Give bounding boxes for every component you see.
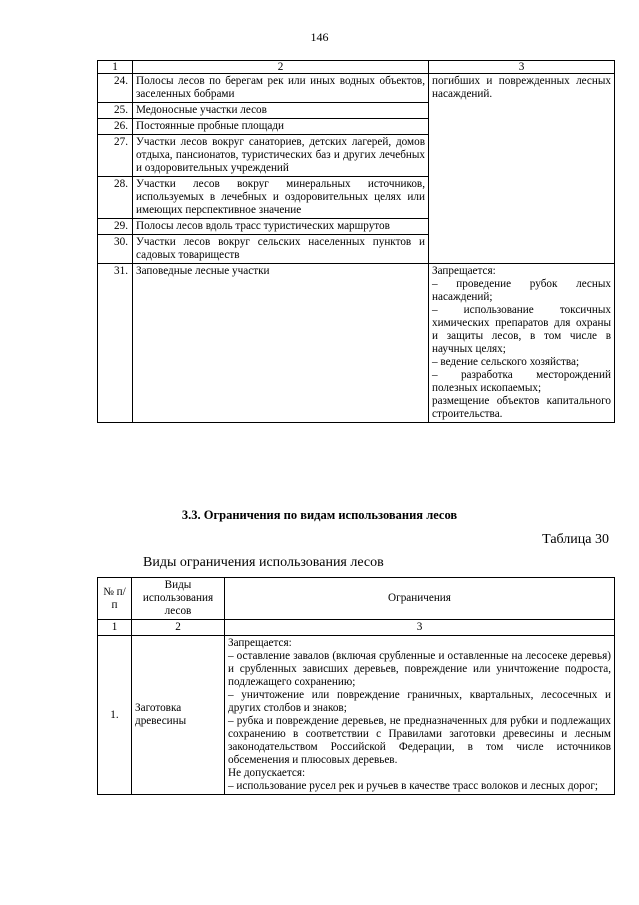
row-number: 27.	[98, 135, 133, 177]
restriction-item: – рубка и повреждение деревьев, не предназначенных для рубки и подлежащих сохранению в соответствии с Правилами заготовки древесины и лесным законодательством Российской Федерации, в том числе источников обсеменения и плюсовых деревьев.	[228, 715, 611, 766]
restrictions-title: Запрещается:	[432, 265, 496, 277]
table-caption: Виды ограничения использования лесов	[143, 555, 384, 570]
restriction-item: размещение объектов капитального строительства.	[432, 395, 611, 420]
row-number: 24.	[98, 74, 133, 103]
row-number: 29.	[98, 219, 133, 235]
column-number-row	[98, 61, 615, 74]
forest-use-restrictions-table	[97, 577, 615, 795]
table-row	[98, 74, 615, 103]
column-number-row	[98, 620, 615, 636]
col-number-2: 2	[133, 61, 429, 74]
restriction-item: – разработка месторождений полезных ископаемых;	[432, 369, 611, 394]
restriction-item: – использование русел рек и ручьев в качестве трасс волоков и лесных дорог;	[228, 780, 599, 792]
restriction-item: – уничтожение или повреждение граничных, квартальных, лесосечных и других столбов и знаков;	[228, 689, 611, 714]
row-text: Постоянные пробные площади	[133, 119, 429, 135]
col-number-3: 3	[429, 61, 615, 74]
col-number-1: 1	[98, 620, 132, 636]
row-text: Заповедные лесные участки	[133, 264, 429, 423]
col-number-2: 2	[132, 620, 225, 636]
table-number: Таблица 30	[542, 532, 609, 547]
row-text: Медоносные участки лесов	[133, 103, 429, 119]
col-number-3: 3	[225, 620, 615, 636]
use-kind: Заготовка древесины	[132, 636, 225, 795]
restriction-item: – использование токсичных химических препаратов для охраны и защиты лесов, в том числе в научных целях;	[432, 304, 611, 355]
header-kind: Виды использования лесов	[132, 578, 225, 620]
section-heading: 3.3. Ограничения по видам использования лесов	[181, 508, 458, 522]
restrictions-cell	[225, 636, 615, 795]
row-number: 31.	[98, 264, 133, 423]
header-restrictions: Ограничения	[225, 578, 615, 620]
restrictions-title: Запрещается:	[228, 637, 292, 649]
header-row	[98, 578, 615, 620]
restrictions-subtitle: Не допускается:	[228, 767, 306, 779]
restriction-item: – проведение рубок лесных насаждений;	[432, 278, 611, 303]
merged-restriction-cell: погибших и поврежденных лесных насаждений.	[429, 74, 615, 264]
row-text: Участки лесов вокруг санаториев, детских лагерей, домов отдыха, пансионатов, туристических баз и других лечебных и оздоровительных учреждений	[133, 135, 429, 177]
row-text: Полосы лесов по берегам рек или иных водных объектов, заселенных бобрами	[133, 74, 429, 103]
restrictions-cell	[429, 264, 615, 423]
row-number: 28.	[98, 177, 133, 219]
page-number: 146	[310, 30, 329, 44]
land-restrictions-table-continued	[97, 60, 615, 423]
col-number-1: 1	[98, 61, 133, 74]
row-number: 25.	[98, 103, 133, 119]
header-number: № п/п	[98, 578, 132, 620]
table-row	[98, 264, 615, 423]
row-text: Участки лесов вокруг минеральных источников, используемых в лечебных и оздоровительных целях или имеющих перспективное значение	[133, 177, 429, 219]
row-text: Полосы лесов вдоль трасс туристических маршрутов	[133, 219, 429, 235]
restriction-item: – ведение сельского хозяйства;	[432, 356, 580, 368]
row-number: 1.	[98, 636, 132, 795]
restriction-item: – оставление завалов (включая срубленные и оставленные на лесосеке деревья) и срубленных зависших деревьев, повреждение или уничтожение подроста, подлежащего сохранению;	[228, 650, 611, 688]
row-number: 30.	[98, 235, 133, 264]
row-number: 26.	[98, 119, 133, 135]
table-row	[98, 636, 615, 795]
row-text: Участки лесов вокруг сельских населенных пунктов и садовых товариществ	[133, 235, 429, 264]
